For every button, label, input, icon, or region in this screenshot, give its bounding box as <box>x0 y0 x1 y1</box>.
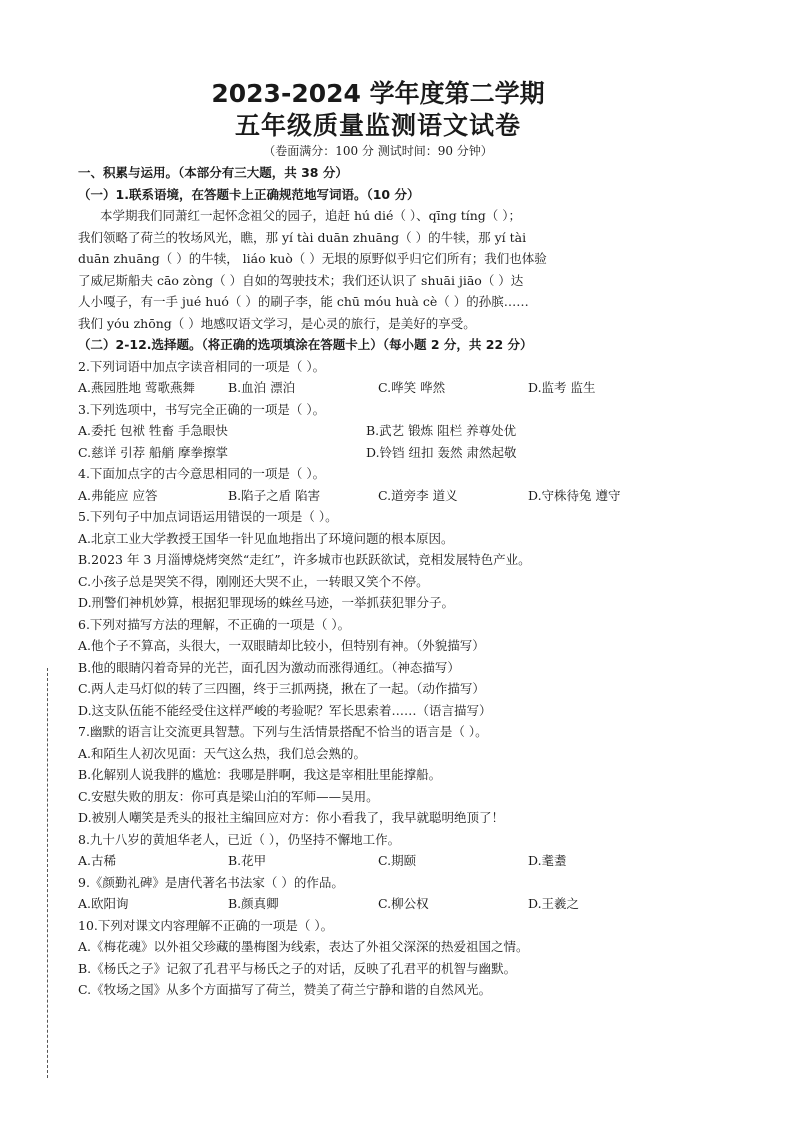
part-one-heading: （一）1.联系语境，在答题卡上正确规范地写词语。（10 分） <box>78 186 420 202</box>
option: B.颜真卿 <box>228 896 279 911</box>
question-options <box>78 893 678 915</box>
option: B.《杨氏之子》记叙了孔君平与杨氏之子的对话，反映了孔君平的机智与幽默。 <box>78 960 517 976</box>
option: A.欧阳询 <box>78 896 129 911</box>
pinyin-passage-line: 了威尼斯船夫 cāo zòng（ ）自如的驾驶技术；我们还认识了 shuāi jiāo（ ）达 <box>78 272 524 288</box>
option: C.安慰失败的朋友：你可真是梁山泊的军师——吴用。 <box>78 788 379 804</box>
option: C.柳公权 <box>378 896 429 911</box>
option: C.哗笑 哗然 <box>378 380 446 395</box>
option: C.两人走马灯似的转了三四圈，终于三抓两挠，揪在了一起。（动作描写） <box>78 681 485 696</box>
pinyin-passage-line: 我们 yóu zhōng（ ）地感叹语文学习，是心灵的旅行，是美好的享受。 <box>78 315 476 331</box>
exam-page <box>78 78 678 1001</box>
option: D.刑警们神机妙算，根据犯罪现场的蛛丝马迹，一举抓获犯罪分子。 <box>78 595 455 610</box>
option: A.燕园胜地 莺歌燕舞 <box>78 380 195 395</box>
question-stem: 6.下列对描写方法的理解，不正确的一项是（ ）。 <box>78 616 351 632</box>
option: D.监考 监生 <box>528 380 596 395</box>
option: D.王羲之 <box>528 896 580 911</box>
question-options <box>78 377 678 399</box>
exam-subtitle: （卷面满分：100 分 测试时间：90 分钟） <box>263 144 493 158</box>
option: A.北京工业大学教授王国华一针见血地指出了环境问题的根本原因。 <box>78 530 454 546</box>
option: D.铃铛 纽扣 轰然 肃然起敬 <box>366 444 517 460</box>
question-stem: 4.下面加点字的古今意思相同的一项是（ ）。 <box>78 466 326 481</box>
option: C.道旁李 道义 <box>378 487 458 503</box>
option: A.和陌生人初次见面：天气这么热，我们总会熟的。 <box>78 745 367 761</box>
option: B.他的眼睛闪着奇异的光芒，面孔因为激动而涨得通红。（神态描写） <box>78 659 460 675</box>
question-stem: 7.幽默的语言让交流更具智慧。下列与生活情景搭配不恰当的语言是（ ）。 <box>78 724 488 739</box>
question-stem: 8.九十八岁的黄旭华老人，已近（ ），仍坚持不懈地工作。 <box>78 831 401 847</box>
question-options <box>78 850 678 872</box>
section-one-heading: 一、积累与运用。（本部分有三大题，共 38 分） <box>78 165 348 180</box>
question-options <box>78 442 678 464</box>
question-options <box>78 485 678 507</box>
question-stem: 3.下列选项中，书写完全正确的一项是（ ）。 <box>78 401 326 417</box>
option: B.2023 年 3 月淄博烧烤突然“走红”，许多城市也跃跃欲试，竞相发展特色产业。 <box>78 552 531 567</box>
pinyin-passage-line: duān zhuāng（ ）的牛犊， liáo kuò（ ）无垠的原野似乎归它们所有；我们也体验 <box>78 251 547 266</box>
pinyin-passage-line: 本学期我们同萧红一起怀念祖父的园子，追赶 hú dié（ ）、qīng tíng（ ）； <box>100 208 521 223</box>
option: B.花甲 <box>228 853 267 868</box>
option: A.弗能应 应答 <box>78 487 158 503</box>
option: B.武艺 锻炼 阻栏 养尊处优 <box>366 423 517 438</box>
option: D.守株待兔 遵守 <box>528 487 621 503</box>
question-stem: 2.下列词语中加点字读音相同的一项是（ ）。 <box>78 358 326 374</box>
option: A.古稀 <box>78 853 117 868</box>
option: B.血泊 漂泊 <box>228 380 296 395</box>
option: A.委托 包袱 牲畜 手急眼快 <box>78 423 228 438</box>
question-stem: 5.下列句子中加点词语运用错误的一项是（ ）。 <box>78 509 338 524</box>
pinyin-passage-line: 人小嘎子，有一手 jué huó（ ）的刷子李，能 chū móu huà cè（ ）的孙膑…… <box>78 294 529 309</box>
question-stem: 10.下列对课文内容理解不正确的一项是（ ）。 <box>78 917 334 933</box>
binding-margin-dashed-line <box>47 668 48 1078</box>
option: C.期颐 <box>378 853 417 868</box>
option: C.慈详 引荐 船艄 摩拳擦掌 <box>78 444 229 460</box>
option: A.《梅花魂》以外祖父珍藏的墨梅图为线索，表达了外祖父深深的热爱祖国之情。 <box>78 939 529 954</box>
option: D.这支队伍能不能经受住这样严峻的考验呢？军长思索着……（语言描写） <box>78 702 492 718</box>
option: B.陷子之盾 陷害 <box>228 487 321 503</box>
option: A.他个子不算高，头很大，一双眼睛却比较小，但特别有神。（外貌描写） <box>78 638 485 653</box>
option: C.《牧场之国》从多个方面描写了荷兰，赞美了荷兰宁静和谐的自然风光。 <box>78 982 492 997</box>
option: D.被别人嘲笑是秃头的报社主编回应对方：你小看我了，我早就聪明绝顶了！ <box>78 810 505 825</box>
exam-title-line1: 2023-2024 学年度第二学期 <box>211 79 545 108</box>
option: C.小孩子总是哭笑不得，刚刚还大哭不止，一转眼又笑个不停。 <box>78 573 429 589</box>
question-options <box>78 420 678 442</box>
exam-title-line2: 五年级质量监测语文试卷 <box>234 111 521 140</box>
option: B.化解别人说我胖的尴尬：我哪是胖啊，我这是宰相肚里能撑船。 <box>78 767 442 782</box>
pinyin-passage-line: 我们领略了荷兰的牧场风光，瞧，那 yí tài duān zhuāng（ ）的牛犊，那 yí tài <box>78 229 527 245</box>
part-two-heading: （二）2-12.选择题。（将正确的选项填涂在答题卡上）（每小题 2 分，共 22 分） <box>78 337 533 352</box>
question-stem: 9.《颜勤礼碑》是唐代著名书法家（ ）的作品。 <box>78 874 344 890</box>
option: D.耄耋 <box>528 853 567 868</box>
